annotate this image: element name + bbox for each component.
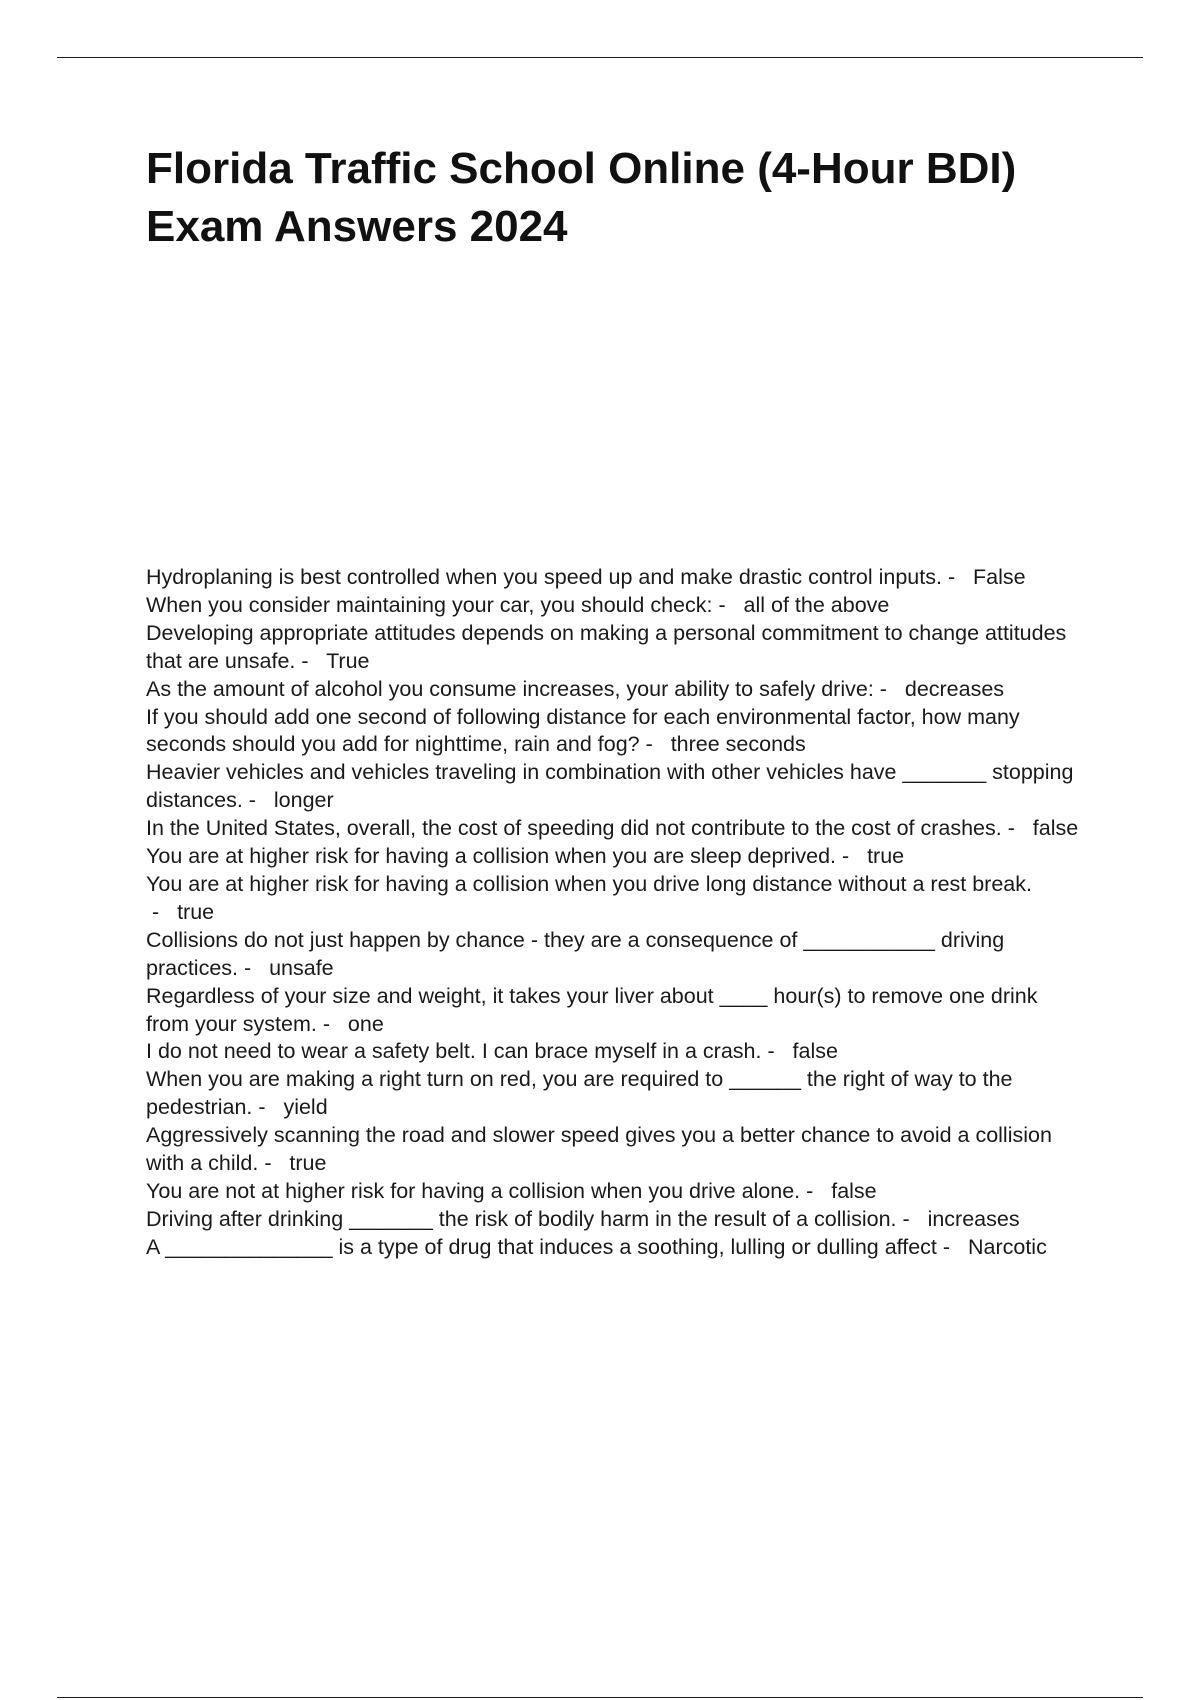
answer-text: longer — [273, 788, 334, 813]
answer-separator: - — [896, 1206, 928, 1231]
answer-text: three seconds — [670, 732, 806, 757]
answer-text: one — [347, 1011, 384, 1036]
qa-item — [146, 620, 1086, 676]
question-text: As the amount of alcohol you consume increases, your ability to safely drive: — [146, 676, 874, 701]
answer-text: False — [973, 565, 1026, 589]
question-text: Collisions do not just happen by chance - they are a consequence of ___________ driving practices. — [146, 927, 1005, 980]
answer-text: increases — [927, 1206, 1020, 1231]
qa-item — [146, 1178, 1086, 1206]
qa-item — [146, 759, 1086, 815]
answer-separator: - — [258, 1151, 290, 1176]
answer-separator: - — [146, 899, 178, 924]
answer-separator: - — [761, 1039, 793, 1064]
question-text: You are at higher risk for having a collision when you drive long distance without a rest break. — [146, 871, 1032, 896]
question-text: Driving after drinking _______ the risk of bodily harm in the result of a collision. — [146, 1206, 897, 1231]
answer-separator: - — [316, 1011, 348, 1036]
answer-separator: - — [800, 1178, 832, 1203]
answer-text: yield — [283, 1095, 328, 1120]
answer-separator: - — [1001, 816, 1033, 841]
answer-separator: - — [295, 648, 327, 673]
qa-item — [146, 1122, 1086, 1178]
qa-item — [146, 676, 1086, 704]
question-text: You are not at higher risk for having a collision when you drive alone. — [146, 1178, 801, 1203]
question-text: When you consider maintaining your car, you should check: — [146, 592, 713, 617]
answer-separator: - — [238, 955, 270, 980]
qa-item — [146, 592, 1086, 620]
qa-list — [146, 564, 1086, 1262]
qa-item — [146, 871, 1086, 927]
question-text: Developing appropriate attitudes depends on making a personal commitment to change attitudes that are unsafe. — [146, 620, 1067, 673]
question-text: Heavier vehicles and vehicles traveling in combination with other vehicles have _______ stopping distances. — [146, 760, 1074, 813]
qa-item — [146, 815, 1086, 843]
answer-text: false — [831, 1178, 877, 1203]
answer-separator: - — [712, 592, 744, 617]
qa-item — [146, 927, 1086, 983]
qa-item — [146, 704, 1086, 760]
document-title: Florida Traffic School Online (4-Hour BDI) Exam Answers 2024 — [146, 144, 1017, 251]
qa-item — [146, 1038, 1086, 1066]
question-text: When you are making a right turn on red, you are required to ______ the right of way to the pedestrian. — [146, 1067, 1013, 1120]
answer-separator: - — [941, 565, 974, 589]
answer-text: true — [289, 1151, 327, 1176]
qa-item — [146, 843, 1086, 871]
question-text: A ______________ is a type of drug that induces a soothing, lulling or dulling affect — [146, 1234, 937, 1259]
top-rule — [57, 57, 1143, 58]
bottom-rule — [57, 1697, 1143, 1698]
qa-item — [146, 983, 1086, 1039]
answer-separator: - — [936, 1234, 968, 1259]
qa-item — [146, 1234, 1086, 1262]
answer-separator: - — [639, 732, 671, 757]
answer-text: true — [867, 844, 905, 869]
answer-text: True — [326, 648, 370, 673]
answer-separator: - — [242, 788, 274, 813]
answer-separator: - — [873, 676, 905, 701]
question-text: You are at higher risk for having a collision when you are sleep deprived. — [146, 844, 837, 869]
qa-item — [146, 564, 1086, 592]
qa-item — [146, 1066, 1086, 1122]
question-text: Hydroplaning is best controlled when you speed up and make drastic control inputs. — [146, 565, 942, 589]
question-text: I do not need to wear a safety belt. I can brace myself in a crash. — [146, 1039, 762, 1064]
answer-text: false — [792, 1039, 838, 1064]
answer-separator: - — [836, 844, 868, 869]
answer-text: all of the above — [743, 592, 890, 617]
answer-separator: - — [252, 1095, 284, 1120]
answer-text: decreases — [904, 676, 1005, 701]
answer-text: true — [177, 899, 215, 924]
answer-text: Narcotic — [967, 1234, 1047, 1259]
answer-text: unsafe — [269, 955, 334, 980]
question-text: In the United States, overall, the cost of speeding did not contribute to the cost of crashes. — [146, 816, 1002, 841]
question-text: Regardless of your size and weight, it takes your liver about ____ hour(s) to remove one drink from your system. — [146, 983, 1038, 1036]
answer-text: false — [1032, 816, 1079, 841]
question-text: If you should add one second of following distance for each environmental factor, how many seconds should you add for nighttime, rain and fog? — [146, 704, 1020, 757]
qa-item — [146, 1206, 1086, 1234]
question-text: Aggressively scanning the road and slower speed gives you a better chance to avoid a collision with a child. — [146, 1123, 1052, 1176]
